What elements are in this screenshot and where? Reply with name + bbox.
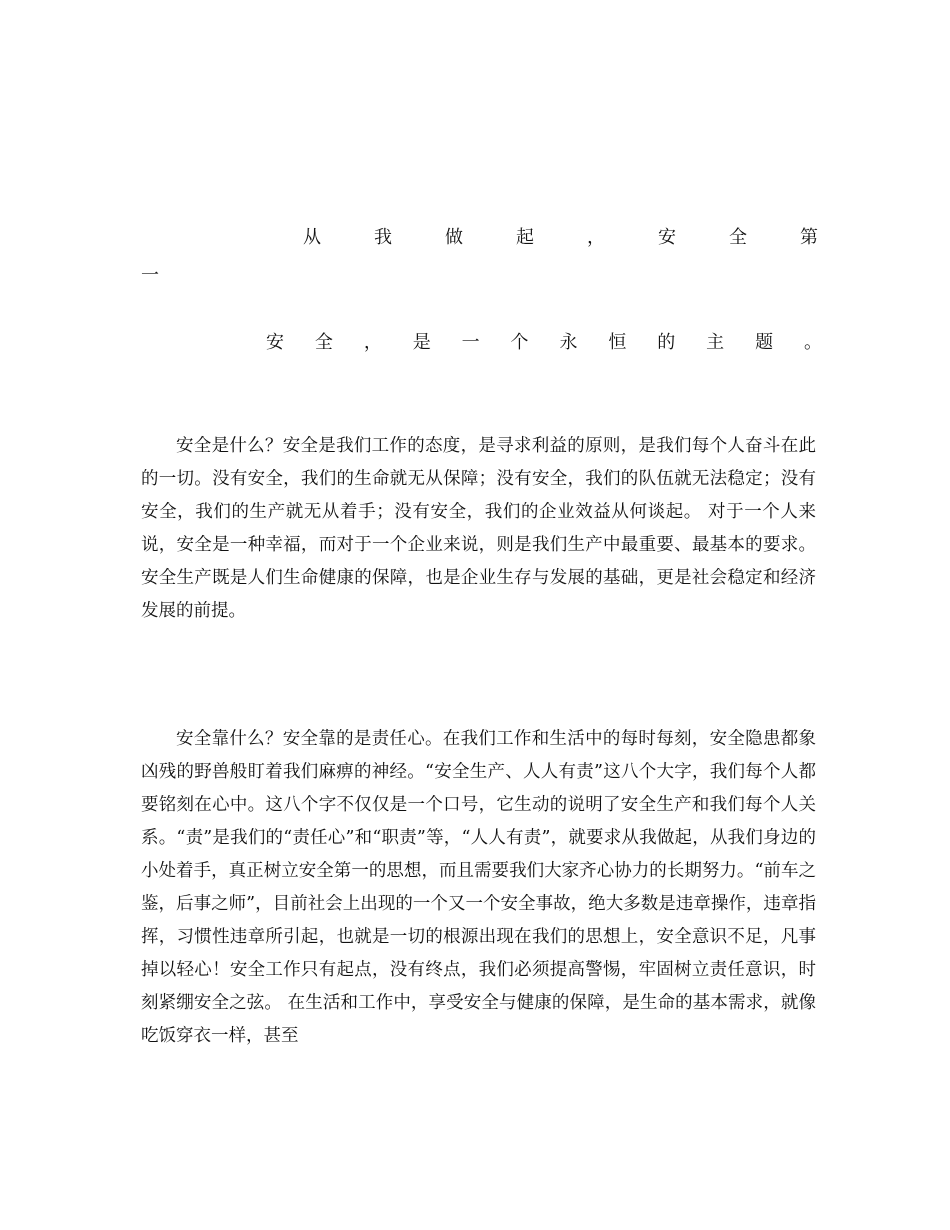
- subtitle-char: 个: [510, 332, 529, 353]
- subtitle-char: 是: [412, 332, 431, 353]
- subtitle-char: 题: [755, 332, 774, 353]
- subtitle-char: 的: [657, 332, 676, 353]
- body-paragraph-2: 安全靠什么？安全靠的是责任心。在我们工作和生活中的每时每刻，安全隐患都象凶残的野兽般盯着我们麻痹的神经。“安全生产、人人有责”这八个大字，我们每个人都要铭刻在心中。这八个字不仅仅是一个口号，它生动的说明了安全生产和我们每个人关系。“责”是我们的“责任心”和“职责”等，“人人有责”，就要求从我做起，从我们身边的小处着手，真正树立安全第一的思想，而且需要我们大家齐心协力的长期努力。“前车之鉴，后事之师”，目前社会上出现的一个又一个安全事故，绝大多数是违章操作，违章指挥，习惯性违章所引起，也就是一切的根源出现在我们的思想上，安全意识不足，凡事掉以轻心！安全工作只有起点，没有终点，我们必须提高警惕，牢固树立责任意识，时刻紧绷安全之弦。 在生活和工作中，享受安全与健康的保障，是生命的基本需求，就像吃饭穿衣一样，甚至: [141, 729, 816, 1046]
- title-char: 安: [658, 227, 676, 248]
- subtitle-char: ，: [363, 332, 382, 353]
- document-title-continuation: 一: [141, 265, 159, 286]
- document-title: [303, 226, 818, 250]
- title-char: 起: [516, 227, 534, 248]
- title-char: 第: [800, 227, 818, 248]
- subtitle-char: 全: [314, 332, 333, 353]
- body-paragraph-1: 安全是什么？安全是我们工作的态度，是寻求利益的原则，是我们每个人奋斗在此的一切。没有安全，我们的生命就无从保障；没有安全，我们的队伍就无法稳定；没有安全，我们的生产就无从着手；没有安全，我们的企业效益从何谈起。 对于一个人来说，安全是一种幸福，而对于一个企业来说，则是我们生产中最重要、最基本的要求。安全生产既是人们生命健康的保障，也是企业生存与发展的基础，更是社会稳定和经济发展的前提。: [141, 436, 816, 621]
- title-char: 全: [729, 227, 747, 248]
- subtitle-char: 主: [706, 332, 725, 353]
- subtitle-char: 一: [461, 332, 480, 353]
- subtitle-char: 永: [559, 332, 578, 353]
- subtitle-char: 恒: [608, 332, 627, 353]
- title-char: ，: [587, 227, 605, 248]
- subtitle-char: 。: [803, 332, 822, 353]
- title-char: 从: [303, 227, 321, 248]
- title-char: 我: [374, 227, 392, 248]
- document-subtitle: [266, 331, 822, 355]
- subtitle-char: 安: [266, 332, 284, 353]
- title-char: 做: [445, 227, 463, 248]
